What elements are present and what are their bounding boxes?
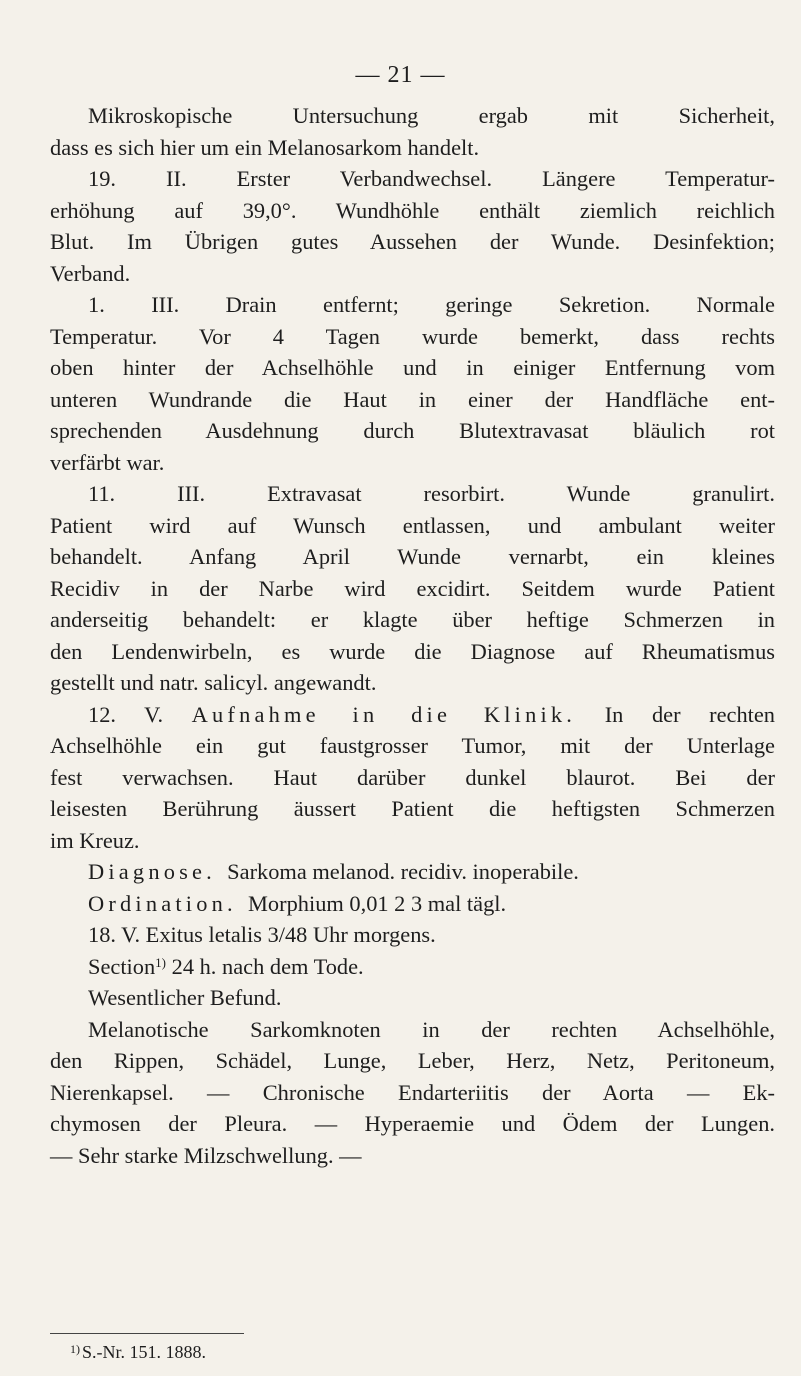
- text-line: Melanotische Sarkomknoten in der rechten Achselhöhle,: [88, 1016, 775, 1042]
- text-line: chymosen der Pleura. — Hyperaemie und Ödem der Lungen.: [50, 1111, 775, 1136]
- ordination-line: [50, 888, 775, 920]
- text-line: 1. III. Drain entfernt; geringe Sekretion. Normale: [88, 292, 775, 317]
- text-line: Temperatur. Vor 4 Tagen wurde bemerkt, dass rechts: [50, 323, 775, 349]
- text-line: — Sehr starke Milzschwellung. —: [50, 1142, 362, 1168]
- text-line: 19. II. Erster Verbandwechsel. Längere Temperatur-: [88, 166, 775, 191]
- paragraph-11-iii: [50, 478, 775, 699]
- paragraph-microscopy: [50, 100, 775, 163]
- footnote-reference: 1): [155, 954, 167, 970]
- footnote-text: S.-Nr. 151. 1888.: [82, 1342, 207, 1362]
- text-line: erhöhung auf 39,0°. Wundhöhle enthält ziemlich reichlich: [50, 197, 775, 223]
- footnote-mark: 1): [70, 1342, 80, 1356]
- section-text: 24 h. nach dem Tode.: [171, 953, 364, 979]
- findings-heading: Wesentlicher Befund.: [88, 985, 282, 1010]
- section-line: [50, 951, 775, 983]
- exitus-text: 18. V. Exitus letalis: [88, 922, 262, 947]
- paragraph-findings: [50, 1014, 775, 1172]
- text-line: den Lendenwirbeln, es wurde die Diagnose auf Rheumatismus: [50, 638, 775, 664]
- paragraph-19-ii: [50, 163, 775, 289]
- text-line: den Rippen, Schädel, Lunge, Leber, Herz, Netz, Peritoneum,: [50, 1048, 775, 1073]
- text-line: Achselhöhle ein gut faustgrosser Tumor, mit der Unterlage: [50, 733, 775, 758]
- diagnosis-line: [50, 856, 775, 888]
- paragraph-1-iii: [50, 289, 775, 478]
- text-line: behandelt. Anfang April Wunde vernarbt, ein kleines: [50, 544, 775, 569]
- admission-heading-spaced: Aufnahme in die Klinik.: [191, 701, 577, 727]
- page-number: — 21 —: [355, 62, 446, 88]
- text-line: unteren Wundrande die Haut in einer der Handfläche ent-: [50, 386, 775, 412]
- ordination-label: Ordination.: [88, 890, 237, 916]
- section-label: Section: [88, 953, 156, 979]
- diagnosis-text: Sarkoma melanod. recidiv. inoperabile.: [227, 859, 579, 884]
- admission-text: In der rechten: [604, 701, 775, 727]
- footnote: [70, 1340, 206, 1364]
- footnote-divider: [50, 1333, 244, 1334]
- text-line: dass es sich hier um ein Melanosarkom handelt.: [50, 134, 480, 160]
- text-line: oben hinter der Achselhöhle und in einiger Entfernung vom: [50, 355, 775, 380]
- text-line: Verband.: [50, 260, 131, 286]
- exitus-text-end: Uhr morgens.: [312, 922, 436, 947]
- text-line: [50, 699, 775, 731]
- diagnosis-label: Diagnose.: [88, 859, 216, 884]
- text-line: anderseitig behandelt: er klagte über heftige Schmerzen in: [50, 607, 775, 632]
- ordination-text: Morphium 0,01 2 3 mal tägl.: [248, 890, 507, 916]
- text-line: im Kreuz.: [50, 827, 140, 853]
- text-line: 11. III. Extravasat resorbirt. Wunde granulirt.: [88, 481, 775, 506]
- text-line: sprechenden Ausdehnung durch Blutextravasat bläulich rot: [50, 418, 775, 443]
- text-line: Mikroskopische Untersuchung ergab mit Sicherheit,: [88, 103, 775, 128]
- text-line: Recidiv in der Narbe wird excidirt. Seitdem wurde Patient: [50, 575, 775, 601]
- text-line: Blut. Im Übrigen gutes Aussehen der Wunde. Desinfektion;: [50, 229, 775, 254]
- exitus-line: [50, 919, 775, 951]
- text-line: leisesten Berührung äussert Patient die heftigsten Schmerzen: [50, 796, 775, 821]
- exitus-time: 3/48: [267, 922, 308, 947]
- admission-date: 12. V.: [88, 701, 164, 727]
- text-line: gestellt und natr. salicyl. angewandt.: [50, 670, 377, 695]
- text-line: Patient wird auf Wunsch entlassen, und ambulant weiter: [50, 512, 775, 538]
- text-line: verfärbt war.: [50, 449, 165, 475]
- body-text: [50, 100, 775, 1171]
- text-line: fest verwachsen. Haut darüber dunkel blaurot. Bei der: [50, 764, 775, 790]
- paragraph-aufnahme: [50, 699, 775, 857]
- text-line: Nierenkapsel. — Chronische Endarteriitis der Aorta — Ek-: [50, 1079, 775, 1105]
